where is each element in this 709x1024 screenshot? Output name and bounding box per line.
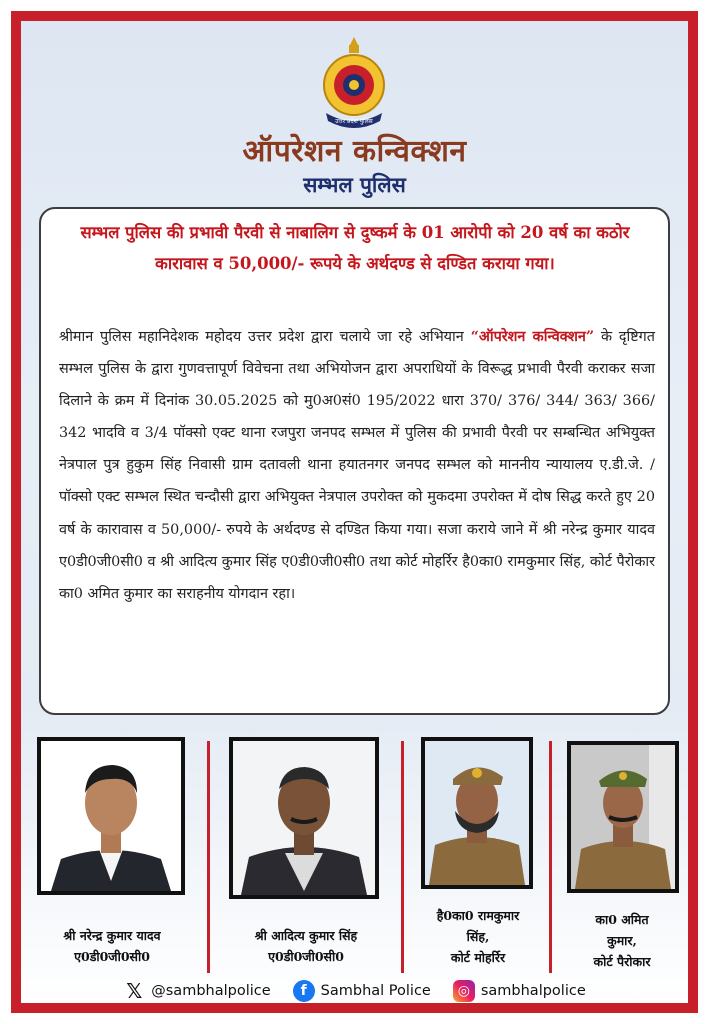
person-portrait-icon bbox=[41, 741, 181, 891]
caption-line: है0का0 रामकुमार bbox=[436, 908, 520, 923]
campaign-title: ऑपरेशन कन्विक्शन bbox=[242, 134, 467, 169]
caption-line: ए0डी0जी0सी0 bbox=[268, 949, 344, 964]
caption-aditya bbox=[221, 925, 391, 967]
photo-amit-kumar bbox=[567, 741, 679, 893]
notice-card bbox=[39, 207, 670, 715]
caption-line: कुमार, bbox=[607, 933, 637, 948]
x-logo-icon: 𝕏 bbox=[126, 979, 143, 1003]
poster bbox=[21, 21, 688, 1003]
caption-line: श्री आदित्य कुमार सिंह bbox=[254, 928, 358, 943]
social-bar bbox=[21, 979, 688, 1003]
notice-headline: सम्भल पुलिस की प्रभावी पैरवी से नाबालिग से दुष्कर्म के 01 आरोपी को 20 वर्ष का कठोर कारावास व 50,000/- रूपये के अर्थदण्ड से दण्डित कराया गया। bbox=[80, 223, 630, 273]
police-portrait-icon bbox=[571, 745, 675, 889]
section-divider bbox=[401, 741, 404, 973]
caption-line: ए0डी0जी0सी0 bbox=[74, 949, 150, 964]
caption-line: सिंह, bbox=[466, 929, 490, 944]
notice-body-intro: श्रीमान पुलिस महानिदेशक महोदय उत्तर प्रदेश द्वारा चलाये जा रहे अभियान bbox=[59, 329, 464, 345]
person-portrait-icon bbox=[233, 741, 375, 895]
caption-line: का0 अमित bbox=[595, 912, 649, 927]
section-divider bbox=[549, 741, 552, 973]
photo-aditya-kumar-singh bbox=[229, 737, 379, 899]
police-portrait-icon bbox=[425, 741, 529, 885]
caption-ramkumar bbox=[413, 905, 543, 968]
caption-line: श्री नरेन्द्र कुमार यादव bbox=[63, 928, 161, 943]
section-divider bbox=[207, 741, 210, 973]
logo-ribbon-text: उत्तर प्रदेश पुलिस bbox=[335, 118, 373, 125]
instagram-icon: ◎ bbox=[453, 980, 475, 1002]
caption-line: कोर्ट पैरोकार bbox=[593, 954, 651, 969]
facebook-page: Sambhal Police bbox=[320, 983, 431, 999]
contributors-section bbox=[21, 721, 688, 981]
caption-narendra bbox=[29, 925, 195, 967]
notice-body-highlight: “ऑपरेशन कन्विक्शन” bbox=[470, 328, 595, 345]
facebook-social-link[interactable] bbox=[293, 980, 431, 1002]
photo-ramkumar-singh bbox=[421, 737, 533, 889]
notice-body bbox=[59, 321, 655, 610]
instagram-handle: sambhalpolice bbox=[480, 983, 586, 999]
photo-narendra-kumar-yadav bbox=[37, 737, 185, 895]
caption-line: कोर्ट मोहर्रिर bbox=[450, 950, 506, 965]
up-police-logo-icon bbox=[316, 33, 392, 133]
outer-frame bbox=[11, 11, 698, 1013]
notice-body-rest: के दृष्टिगत सम्भल पुलिस के द्वारा गुणवत्तापूर्ण विवेचना तथा अभियोजन द्वारा अपराधियों के विरूद्ध प्रभावी पैरवी कराकर सजा दिलाने के क्रम में दिनांक 30.05.2025 को मु0अ0सं0 195/2022 धारा 370/ 376/ 344/ 363/ 366/ 342 भादवि व 3/4 पॉक्सो एक्ट थाना रजपुरा जनपद सम्भल में पुलिस की प्रभावी पैरवी पर सम्बन्धित अभियुक्त नेत्रपाल पुत्र हुकुम सिंह निवासी ग्राम दतावली थाना हयातनगर जनपद सम्भल को माननीय न्यायालय ए.डी.जे. / पॉक्सो एक्ट सम्भल स्थित चन्दौसी द्वारा अभियुक्त नेत्रपाल उपरोक्त को मुकदमा उपरोक्त में दोष सिद्ध करते हुए 20 वर्ष के कारावास व 50,000/- रुपये के अर्थदण्ड से दण्डित किया गया। सजा कराये जाने में श्री नरेन्द्र कुमार यादव ए0डी0जी0सी0 व श्री आदित्य कुमार सिंह ए0डी0जी0सी0 तथा कोर्ट मोहर्रिर है0का0 रामकुमार सिंह, कोर्ट पैरोकार का0 अमित कुमार का सराहनीय योगदान रहा। bbox=[59, 329, 655, 602]
campaign-subtitle: सम्भल पुलिस bbox=[303, 172, 406, 197]
x-handle: @sambhalpolice bbox=[151, 983, 271, 999]
instagram-social-link[interactable] bbox=[453, 980, 586, 1002]
x-social-link[interactable] bbox=[123, 980, 270, 1002]
caption-amit bbox=[559, 909, 685, 972]
facebook-icon: f bbox=[293, 980, 315, 1002]
